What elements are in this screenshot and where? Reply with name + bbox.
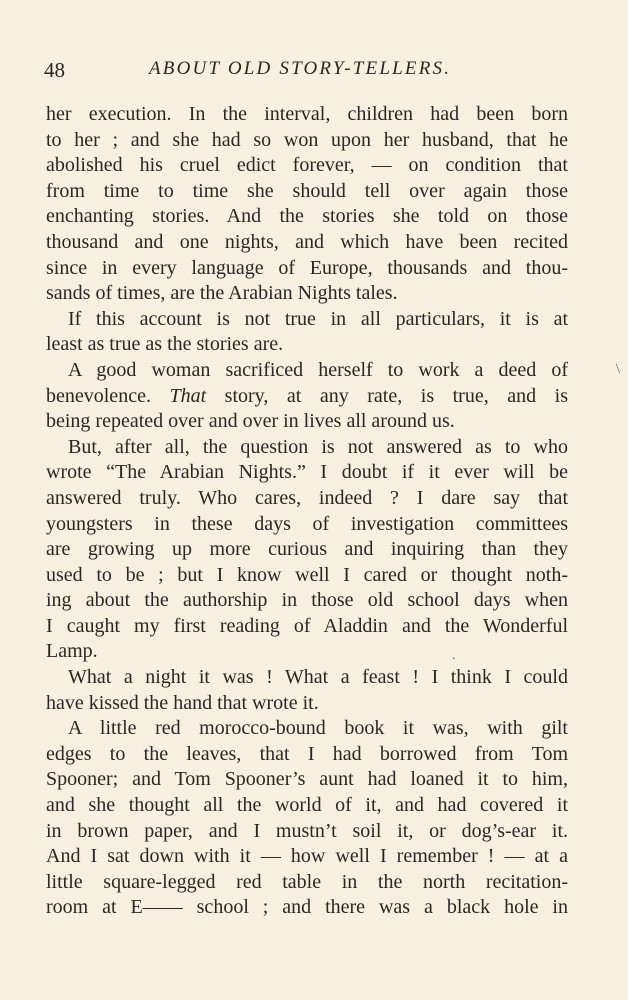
- text-line: little square-legged red table in the north recitation-: [46, 870, 568, 893]
- running-head: ABOUT OLD STORY-TELLERS.: [149, 58, 452, 79]
- text-line: ing about the authorship in those old school days when: [46, 589, 568, 612]
- text-line: room at E—— school ; and there was a black hole in: [46, 896, 568, 919]
- italic-word: That: [169, 384, 207, 407]
- text-line: least as true as the stories are.: [46, 333, 284, 356]
- text-line: in brown paper, and I mustn’t soil it, or dog’s-ear it.: [46, 819, 568, 842]
- text-line: edges to the leaves, that I had borrowed from Tom: [46, 742, 568, 765]
- text-line: A little red morocco-bound book it was, with gilt: [68, 717, 568, 740]
- text-line: from time to time she should tell over again those: [46, 179, 568, 202]
- text-line: What a night it was ! What a feast ! I think I could: [68, 666, 568, 689]
- page-header: [44, 58, 568, 82]
- text-line: sands of times, are the Arabian Nights tales.: [46, 282, 398, 305]
- margin-speck: .: [452, 648, 456, 663]
- text-line: thousand and one nights, and which have been recited: [46, 230, 568, 253]
- text-line: Lamp.: [46, 640, 98, 663]
- text-segment: story, at any rate, is true, and is: [206, 384, 568, 407]
- text-line: A good woman sacrificed herself to work a deed of: [68, 358, 568, 381]
- text-line: answered truly. Who cares, indeed ? I dare say that: [46, 486, 568, 509]
- text-line: being repeated over and over in lives all around us.: [46, 410, 455, 433]
- text-line: to her ; and she had so won upon her husband, that he: [46, 128, 568, 151]
- body-text: [46, 102, 568, 921]
- text-line: youngsters in these days of investigation committees: [46, 512, 568, 535]
- text-line: since in every language of Europe, thousands and thou-: [46, 256, 568, 279]
- text-line: abolished his cruel edict forever, — on condition that: [46, 154, 568, 177]
- text-line-emphasis: [46, 384, 568, 410]
- page-number: 48: [44, 58, 65, 82]
- text-line: and she thought all the world of it, and had covered it: [46, 794, 568, 817]
- text-line: enchanting stories. And the stories she told on those: [46, 205, 568, 228]
- text-line: I caught my first reading of Aladdin and the Wonderful: [46, 614, 568, 637]
- text-line: And I sat down with it — how well I remember ! — at a: [46, 845, 568, 868]
- text-segment: benevolence.: [46, 384, 170, 407]
- margin-speck: \: [616, 362, 620, 377]
- text-line: wrote “The Arabian Nights.” I doubt if it ever will be: [46, 461, 568, 484]
- text-line: have kissed the hand that wrote it.: [46, 691, 319, 714]
- text-line: Spooner; and Tom Spooner’s aunt had loaned it to him,: [46, 768, 568, 791]
- text-line: But, after all, the question is not answered as to who: [68, 435, 568, 458]
- text-line: used to be ; but I know well I cared or thought noth-: [46, 563, 568, 586]
- text-line: her execution. In the interval, children had been born: [46, 103, 568, 125]
- text-line: are growing up more curious and inquiring than they: [46, 538, 568, 561]
- text-line: If this account is not true in all particulars, it is at: [68, 307, 568, 330]
